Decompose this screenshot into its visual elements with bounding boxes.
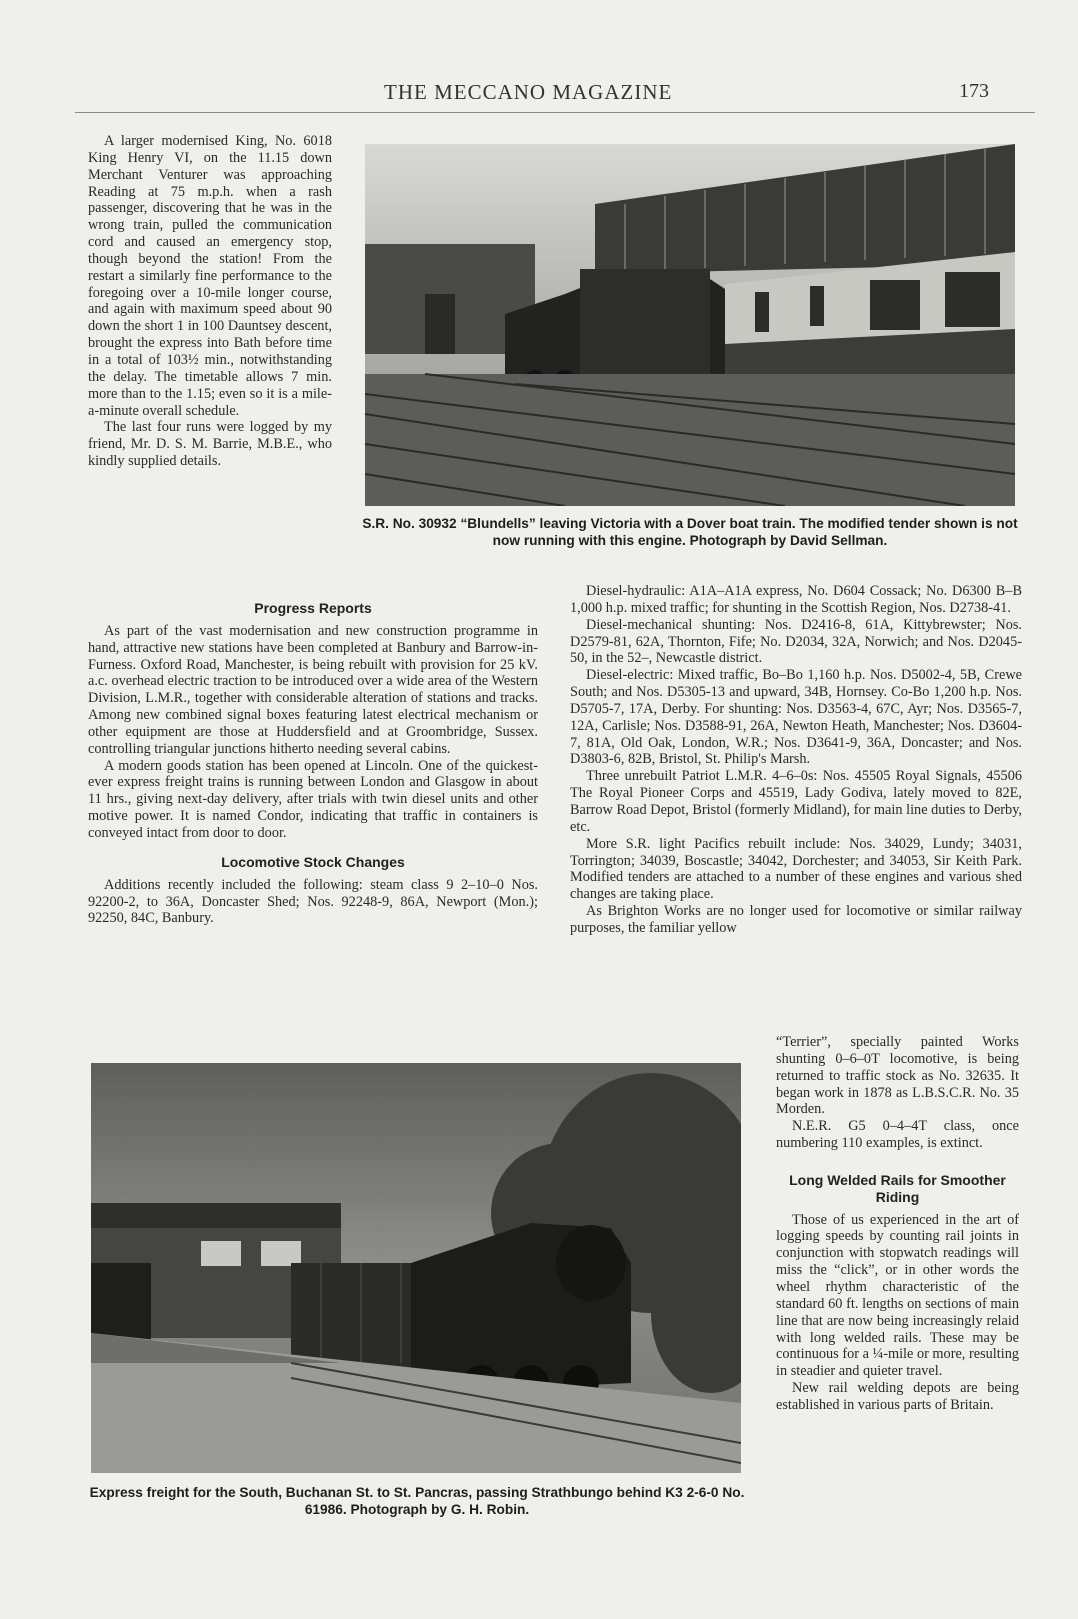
welded-paragraph: Those of us experienced in the art of logging speeds by counting rail joints in conjunction with stopwatch readings will miss the “click”, or in other words the wheel rhythm characteristic of the standard 60 ft. lengths on sections of main line that are now being increasingly relaid with long welded rails. These may be continuous for a ¼-mile or more, resulting in steadier and quieter travel. xyxy=(776,1211,1019,1380)
header-rule xyxy=(75,112,1035,113)
welded-heading: Long Welded Rails for Smoother Riding xyxy=(789,1171,1006,1205)
narrow-column xyxy=(776,1034,1019,1414)
right-paragraph: Diesel-mechanical shunting: Nos. D2416-8, 61A, Kittybrewster; Nos. D2579-81, 62A, Thornton, Fife; No. D2034, 32A, Norwich; and Nos. D2045-50, in the 52–, Newcastle district. xyxy=(570,616,1022,667)
page-number: 173 xyxy=(959,80,989,102)
photo-bottom-caption: Express freight for the South, Buchanan St. to St. Pancras, passing Strathbungo behind K3 2-6-0 No. 61986. Photograph by G. H. Robin. xyxy=(89,1485,745,1517)
stock-heading: Locomotive Stock Changes xyxy=(221,853,405,870)
progress-paragraph: A modern goods station has been opened at Lincoln. One of the quickest-ever express freight trains is running between London and Glasgow in about 11 hrs., giving next-day delivery, after trials with twin diesel units and other motive power. It is named Condor, indicating that traffic in containers is conveyed intact from door to door. xyxy=(88,757,538,841)
progress-paragraph: As part of the vast modernisation and new construction programme in hand, attractive new stations have been completed at Banbury and Barrow-in-Furness. Oxford Road, Manchester, is being rebuilt with provision for 25 kV. a.c. overhead electric traction to be introduced over a wide area of the Western Division, L.M.R., together with considerable alteration of stations and tracks. Among new combined signal boxes featuring latest electrical mechanism or other equipment are those at Huddersfield and at Groombridge, Sussex. controlling triangular junctions hitherto needing several cabins. xyxy=(88,622,538,757)
right-paragraph: Diesel-electric: Mixed traffic, Bo–Bo 1,160 h.p. Nos. D5002-4, 5B, Crewe South; and Nos. D5305-13 and upward, 34B, Hornsey. Co-Bo 1,200 h.p. Nos. D5705-7, 17A, Derby. For shunting: Nos. D3563-4, 67C, Ayr; Nos. D3565-7, 12A, Carlisle; Nos. D3588-91, 26A, Newton Heath, Manchester; Nos. D3604-7, 81A, Old Oak, London, W.R.; Nos. D3641-9, 36A, Doncaster; and Nos. D3803-6, 82B, Bristol, St. Philip's Marsh. xyxy=(570,667,1022,768)
right-paragraph: More S.R. light Pacifics rebuilt include: Nos. 34029, Lundy; 34031, Torrington; 34039, Boscastle; 34042, Dorchester; and 34053, Sir Keith Park. Modified tenders are attached to a number of these engines and various shed changes are taking place. xyxy=(570,835,1022,903)
progress-column xyxy=(88,600,538,927)
right-column xyxy=(570,583,1022,937)
right-paragraph: As Brighton Works are no longer used for locomotive or similar railway purposes, the familiar yellow xyxy=(570,903,1022,936)
intro-column xyxy=(88,133,332,470)
intro-paragraph: A larger modernised King, No. 6018 King Henry VI, on the 11.15 down Merchant Venturer was approaching Reading at 75 m.p.h. when a rash passenger, discovering that he was in the wrong train, pulled the communication cord and caused an emergency stop, though beyond the station! From the restart a similarly fine performance to the foregoing over a 10-mile longer course, and again with maximum speed about 90 down the short 1 in 100 Dauntsey descent, brought the express into Bath before time in a total of 103½ min., notwithstanding the delay. The timetable allows 7 min. more than to the 1.15; even so it is a mile-a-minute overall schedule. xyxy=(88,133,332,419)
progress-heading: Progress Reports xyxy=(254,600,372,616)
right-paragraph: Diesel-hydraulic: A1A–A1A express, No. D604 Cossack; No. D6300 B–B 1,000 h.p. mixed traffic; for shunting in the Scottish Region, Nos. D2738-41. xyxy=(570,583,1022,616)
right-paragraph: Three unrebuilt Patriot L.M.R. 4–6–0s: Nos. 45505 Royal Signals, 45506 The Royal Pioneer Corps and 45519, Lady Godiva, lately moved to 82E, Barrow Road Depot, Bristol (formerly Midland), for main line duties to Derby, etc. xyxy=(570,768,1022,835)
terrier-paragraph: N.E.R. G5 0–4–4T class, once numbering 110 examples, is extinct. xyxy=(776,1118,1019,1152)
photo-strathbungo-freight xyxy=(91,1063,741,1473)
welded-paragraph: New rail welding depots are being established in various parts of Britain. xyxy=(776,1380,1019,1413)
terrier-paragraph: “Terrier”, specially painted Works shunting 0–6–0T locomotive, is being returned to traffic stock as No. 32635. It began work in 1878 as L.B.S.C.R. No. 35 Morden. xyxy=(776,1034,1019,1118)
stock-paragraph: Additions recently included the following: steam class 9 2–10–0 Nos. 92200-2, to 36A, Doncaster Shed; Nos. 92248-9, 86A, Newport (Mon.); 92250, 84C, Banbury. xyxy=(88,876,538,927)
photo-victoria-boat-train xyxy=(365,144,1015,506)
intro-paragraph: The last four runs were logged by my friend, Mr. D. S. M. Barrie, M.B.E., who kindly supplied details. xyxy=(88,419,332,470)
magazine-title: THE MECCANO MAGAZINE xyxy=(384,80,673,104)
photo-top-caption: S.R. No. 30932 “Blundells” leaving Victoria with a Dover boat train. The modified tender shown is not now running with this engine. Photograph by David Sellman. xyxy=(362,516,1018,548)
